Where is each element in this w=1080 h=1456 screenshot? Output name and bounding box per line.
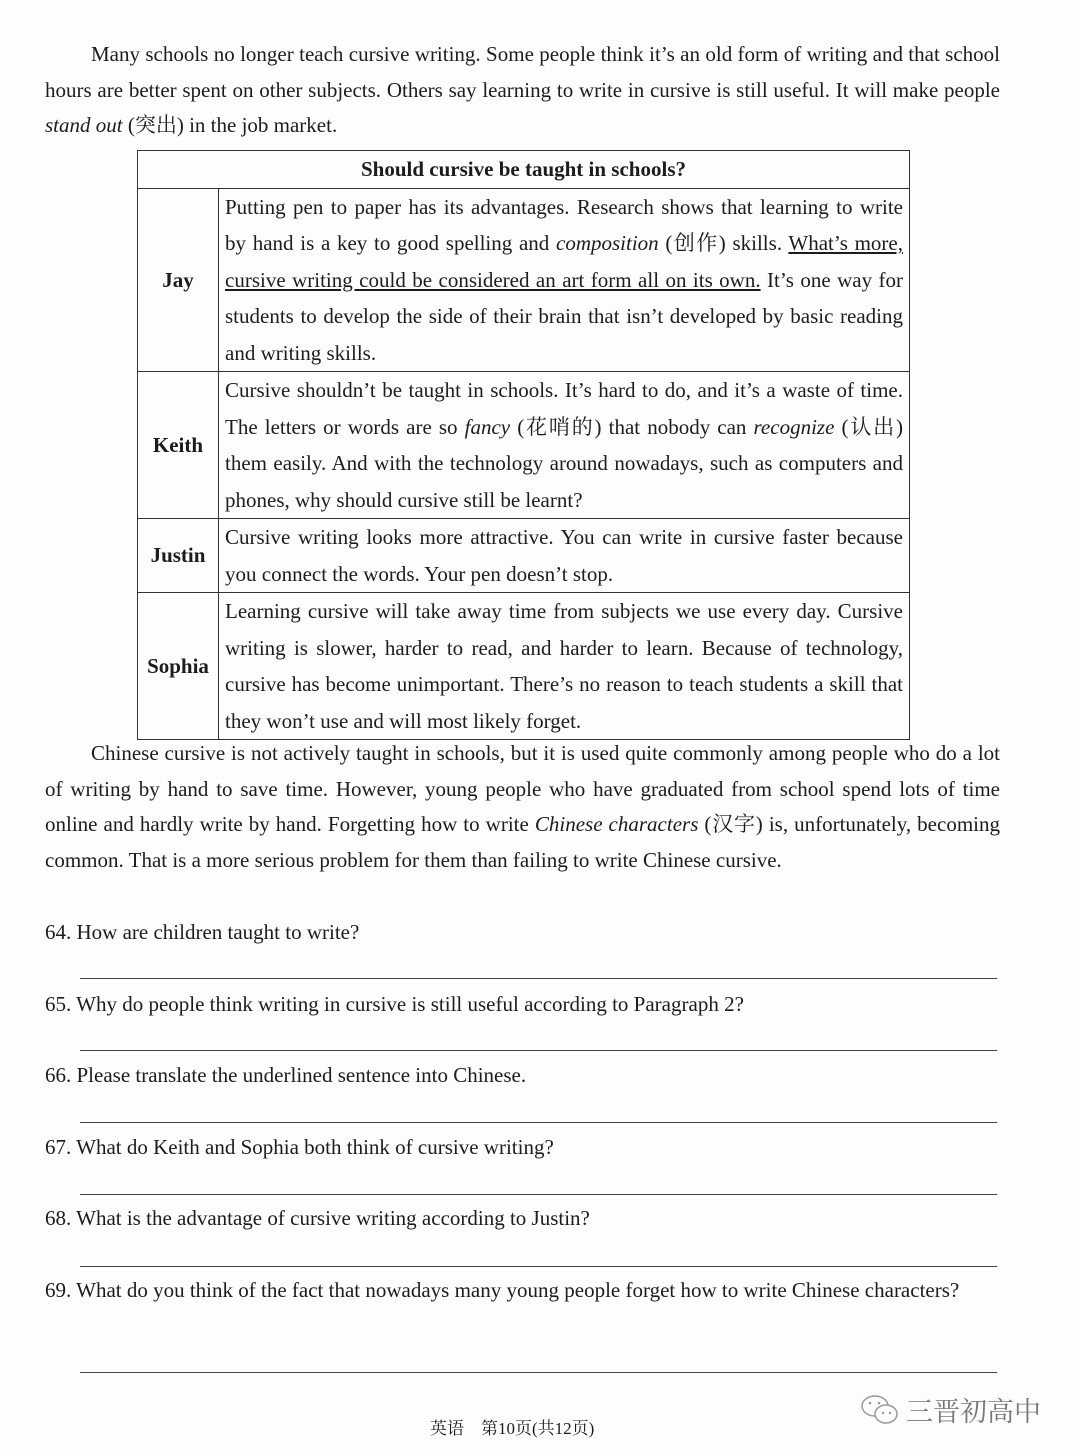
text: Putting pen to paper has its advantages. Research shows that learning to write by hand is a key to good spelling and xyxy=(225,194,903,255)
name-cell: Jay xyxy=(138,188,219,372)
watermark-text: 三晋初高中 xyxy=(906,1397,1041,1428)
answer-line-66[interactable] xyxy=(80,1122,997,1123)
name-cell: Keith xyxy=(138,372,219,519)
watermark xyxy=(860,1390,1041,1429)
question-68: 68. What is the advantage of cursive writing according to Justin? xyxy=(45,1206,590,1230)
opinion-cell: Cursive writing looks more attractive. You can write in cursive faster because you connect the words. Your pen doesn’t stop. xyxy=(219,519,910,593)
table-row xyxy=(138,188,910,372)
wechat-icon xyxy=(860,1393,900,1427)
italic-term: recognize xyxy=(753,414,835,439)
text: (创作) skills. xyxy=(658,231,789,255)
question-64: 64. How are children taught to write? xyxy=(45,920,360,944)
opinion-cell xyxy=(219,188,910,372)
question-67: 67. What do Keith and Sophia both think of cursive writing? xyxy=(45,1135,554,1159)
page-footer: 英语 第10页(共12页) xyxy=(430,1419,595,1438)
table-row xyxy=(138,519,910,593)
name-cell: Sophia xyxy=(138,593,219,740)
answer-line-65[interactable] xyxy=(80,1050,997,1051)
intro-paragraph xyxy=(45,37,1000,144)
table-title: Should cursive be taught in schools? xyxy=(138,151,910,189)
text: Many schools no longer teach cursive writing. Some people think it’s an old form of writing and that school hours are better spent on other subjects. Others say learning to write in cursive is still useful. It will make people xyxy=(45,42,1000,102)
answer-line-67[interactable] xyxy=(80,1194,997,1195)
underlined-sentence: What’s more, cursive writing could be considered an art form all on its own. xyxy=(225,231,903,292)
text: (认出) them easily. And with the technology around nowadays, such as computers and phones, why should cursive still be learnt? xyxy=(225,414,903,512)
table-row xyxy=(138,372,910,519)
closing-paragraph xyxy=(45,736,1000,878)
opinion-cell xyxy=(219,372,910,519)
question-69: 69. What do you think of the fact that nowadays many young people forget how to write Chinese characters? xyxy=(45,1278,960,1302)
text: (汉字) is, unfortunately, becoming common. That is a more serious problem for them than failing to write Chinese cursive. xyxy=(45,812,1000,872)
text: Chinese cursive is not actively taught in schools, but it is used quite commonly among people who do a lot of writing by hand to save time. However, young people who have graduated from school spend lots of time online and hardly write by hand. Forgetting how to write xyxy=(45,741,1000,836)
text: Cursive shouldn’t be taught in schools. It’s hard to do, and it’s a waste of time. The letters or words are so xyxy=(225,378,903,439)
answer-line-69[interactable] xyxy=(80,1372,997,1373)
question-65: 65. Why do people think writing in cursive is still useful according to Paragraph 2? xyxy=(45,992,744,1016)
italic-term: composition xyxy=(556,231,659,255)
italic-term: Chinese characters xyxy=(534,812,699,836)
answer-line-68[interactable] xyxy=(80,1266,997,1267)
table-row xyxy=(138,593,910,740)
question-66: 66. Please translate the underlined sentence into Chinese. xyxy=(45,1063,527,1087)
opinion-cell: Learning cursive will take away time from subjects we use every day. Cursive writing is slower, harder to read, and harder to learn. Because of technology, cursive has become unimportant. There’s no reason to teach students a skill that they won’t use and will most likely forget. xyxy=(219,593,910,740)
text: (突出) in the job market. xyxy=(122,113,338,137)
text: It’s one way for students to develop the side of their brain that isn’t developed by basic reading and writing skills. xyxy=(225,267,903,365)
opinion-table xyxy=(137,150,910,740)
italic-term: stand out xyxy=(45,113,123,137)
name-cell: Justin xyxy=(138,519,219,593)
answer-line-64[interactable] xyxy=(80,978,997,979)
text: (花哨的) that nobody can xyxy=(510,414,754,439)
italic-term: fancy xyxy=(464,414,511,439)
